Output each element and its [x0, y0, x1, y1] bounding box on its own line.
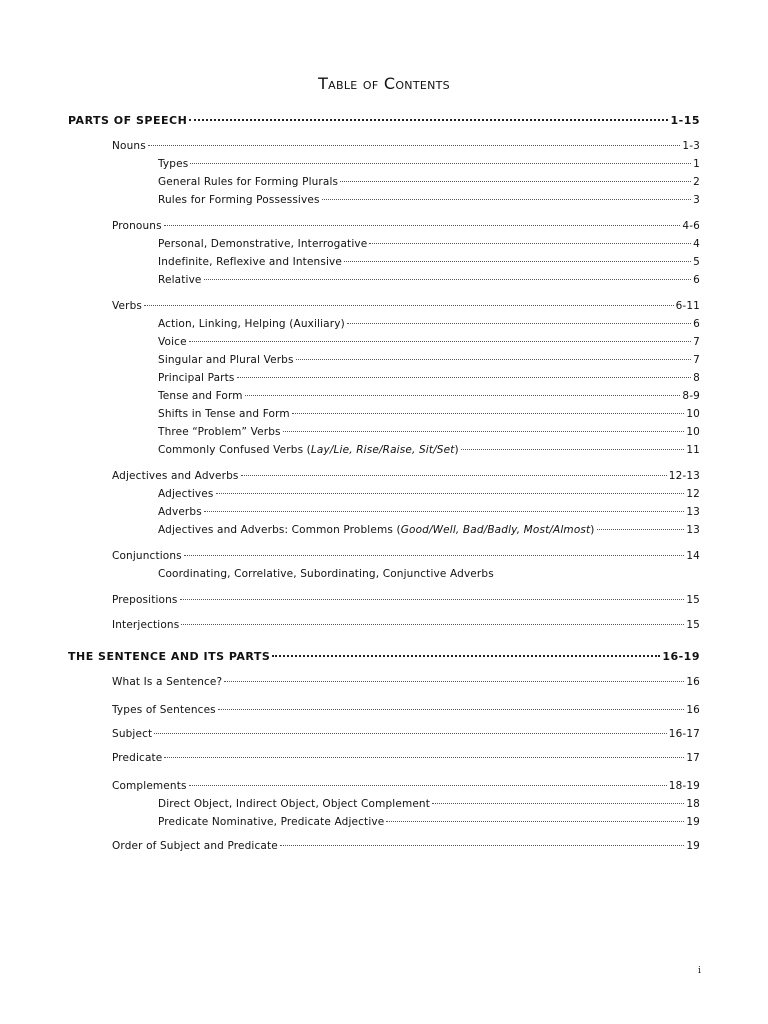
dot-leader [181, 624, 684, 625]
toc-subentry[interactable] [158, 390, 700, 407]
toc-entry[interactable] [112, 140, 700, 157]
section-page-range: 1-15 [670, 114, 700, 127]
page-number: 15 [686, 594, 700, 606]
toc-subentry[interactable] [158, 256, 700, 273]
dot-leader [184, 555, 685, 556]
toc-entry-label: Nouns [112, 140, 146, 152]
toc-entry-label: Action, Linking, Helping (Auxiliary) [158, 318, 345, 330]
page-number: 8 [693, 372, 700, 384]
page-number: 16 [686, 704, 700, 716]
toc-entry-label: Types of Sentences [112, 704, 216, 716]
page-number: 10 [686, 426, 700, 438]
toc-entry[interactable] [112, 780, 700, 797]
toc-entry[interactable] [112, 840, 700, 857]
toc-entry-label: Prepositions [112, 594, 178, 606]
label-prefix: Adjectives and Adverbs: Common Problems ( [158, 524, 401, 536]
page-number: 19 [686, 840, 700, 852]
toc-entry-label: Conjunctions [112, 550, 182, 562]
toc-entry-label: Verbs [112, 300, 143, 312]
toc-entry-label: Subject [112, 728, 153, 740]
section-heading-label: PARTS OF SPEECH [68, 114, 188, 127]
toc-entry-label: Coordinating, Correlative, Subordinating, Conjunctive Adverbs [158, 568, 494, 580]
toc-entry-label: Singular and Plural Verbs [158, 354, 294, 366]
toc-entry[interactable] [112, 704, 700, 721]
toc-subentry[interactable] [158, 426, 700, 443]
toc-entry[interactable] [112, 619, 700, 636]
page-number: 6 [693, 318, 700, 330]
dot-leader [280, 845, 684, 846]
label-suffix: ) [590, 524, 595, 536]
toc-subentry[interactable] [158, 336, 700, 353]
page-number: 14 [686, 550, 700, 562]
dot-leader [204, 511, 684, 512]
toc-entry-label: Adjectives [158, 488, 214, 500]
label-emphasis: Lay/Lie, Rise/Raise, Sit/Set [310, 444, 455, 456]
toc-entry-label [158, 444, 459, 456]
dot-leader [296, 359, 692, 360]
page-number: 18 [686, 798, 700, 810]
page-number: 3 [693, 194, 700, 206]
section-heading[interactable] [68, 650, 700, 668]
dot-leader [283, 431, 685, 432]
footer-page-number: i [698, 966, 701, 976]
dot-leader [432, 803, 684, 804]
dot-leader [224, 681, 684, 682]
page-number: 6 [693, 274, 700, 286]
toc-entry-label: Principal Parts [158, 372, 235, 384]
toc-entry-label [158, 524, 595, 536]
page-number: 2 [693, 176, 700, 188]
dot-leader [245, 395, 681, 396]
dot-leader [241, 475, 667, 476]
toc-subentry[interactable] [158, 444, 700, 461]
toc-entry-label: Tense and Form [158, 390, 243, 402]
toc-entry-label: Personal, Demonstrative, Interrogative [158, 238, 368, 250]
page-number: 7 [693, 336, 700, 348]
toc-entry-label: Types [158, 158, 189, 170]
dot-leader [216, 493, 685, 494]
page-number: 6-11 [675, 300, 700, 312]
label-suffix: ) [454, 444, 459, 456]
dot-leader [164, 225, 681, 226]
page-number: 5 [693, 256, 700, 268]
section-page-range: 16-19 [662, 650, 700, 663]
toc-subentry[interactable] [158, 816, 700, 833]
dot-leader [461, 449, 685, 450]
dot-leader [190, 163, 691, 164]
dot-leader [344, 261, 691, 262]
toc-subentry[interactable] [158, 238, 700, 255]
page-number: 18-19 [668, 780, 700, 792]
label-emphasis: Good/Well, Bad/Badly, Most/Almost [400, 524, 591, 536]
toc-entry[interactable] [112, 752, 700, 769]
dot-leader [154, 733, 666, 734]
toc-entry-label: Order of Subject and Predicate [112, 840, 278, 852]
dot-leader [164, 757, 684, 758]
page-number: 1 [693, 158, 700, 170]
toc-entry-label: General Rules for Forming Plurals [158, 176, 339, 188]
page-number: 10 [686, 408, 700, 420]
dot-leader [322, 199, 692, 200]
toc-entry-label: Three “Problem” Verbs [158, 426, 281, 438]
dot-leader [347, 323, 691, 324]
toc-entry-label: What Is a Sentence? [112, 676, 223, 688]
toc-entry-label: Voice [158, 336, 187, 348]
dot-leader [340, 181, 691, 182]
dot-leader [144, 305, 674, 306]
toc-entry[interactable] [112, 594, 700, 611]
dot-leader [189, 785, 667, 786]
toc-entry-label: Rules for Forming Possessives [158, 194, 320, 206]
toc-entry-label: Direct Object, Indirect Object, Object Complement [158, 798, 430, 810]
toc-entry[interactable] [112, 728, 700, 745]
page-number: 4 [693, 238, 700, 250]
dot-leader [597, 529, 685, 530]
page-number: 16-17 [668, 728, 700, 740]
toc-entry-label: Predicate Nominative, Predicate Adjective [158, 816, 385, 828]
dot-leader [237, 377, 692, 378]
toc-subentry[interactable] [158, 158, 700, 175]
dot-leader [189, 341, 691, 342]
dot-leader [369, 243, 691, 244]
toc-subentry[interactable] [158, 176, 700, 193]
toc-entry-label: Complements [112, 780, 187, 792]
toc-subentry[interactable] [158, 194, 700, 211]
section-heading[interactable] [68, 114, 700, 132]
page-number: 7 [693, 354, 700, 366]
page-number: 1-3 [682, 140, 700, 152]
toc-subentry[interactable] [158, 274, 700, 291]
toc-entry[interactable] [112, 300, 700, 317]
dot-leader [189, 119, 668, 121]
toc-entry[interactable] [112, 676, 700, 693]
toc-entry-label: Relative [158, 274, 202, 286]
dot-leader [292, 413, 685, 414]
page-number: 12 [686, 488, 700, 500]
dot-leader [180, 599, 685, 600]
page-number: 8-9 [682, 390, 700, 402]
toc-entry[interactable] [112, 550, 700, 567]
page-number: 4-6 [682, 220, 700, 232]
section-heading-label: THE SENTENCE AND ITS PARTS [68, 650, 271, 663]
page-number: 16 [686, 676, 700, 688]
toc-subentry[interactable] [158, 318, 700, 335]
toc-entry-label: Predicate [112, 752, 163, 764]
page-title: Table of Contents [318, 74, 450, 93]
toc-subentry[interactable] [158, 568, 700, 585]
toc-entry-label: Pronouns [112, 220, 162, 232]
page-number: 15 [686, 619, 700, 631]
page-number: 19 [686, 816, 700, 828]
page-number: 11 [686, 444, 700, 456]
toc-entry-label: Interjections [112, 619, 180, 631]
toc-subentry[interactable] [158, 372, 700, 389]
dot-leader [272, 655, 660, 657]
toc-entry[interactable] [112, 220, 700, 237]
toc-entry-label: Shifts in Tense and Form [158, 408, 290, 420]
dot-leader [218, 709, 685, 710]
page-number: 13 [686, 524, 700, 536]
toc-entry-label: Indefinite, Reflexive and Intensive [158, 256, 343, 268]
toc-subentry[interactable] [158, 408, 700, 425]
page-number: 17 [686, 752, 700, 764]
toc-entry[interactable] [112, 470, 700, 487]
dot-leader [386, 821, 684, 822]
toc-subentry[interactable] [158, 506, 700, 523]
dot-leader [204, 279, 692, 280]
toc-entry-label: Adjectives and Adverbs [112, 470, 239, 482]
toc-entry-label: Adverbs [158, 506, 202, 518]
page-number: 13 [686, 506, 700, 518]
toc-subentry[interactable] [158, 798, 700, 815]
page-number: 12-13 [668, 470, 700, 482]
toc-subentry[interactable] [158, 354, 700, 371]
label-prefix: Commonly Confused Verbs ( [158, 444, 311, 456]
dot-leader [148, 145, 681, 146]
toc-subentry[interactable] [158, 488, 700, 505]
toc-subentry[interactable] [158, 524, 700, 541]
